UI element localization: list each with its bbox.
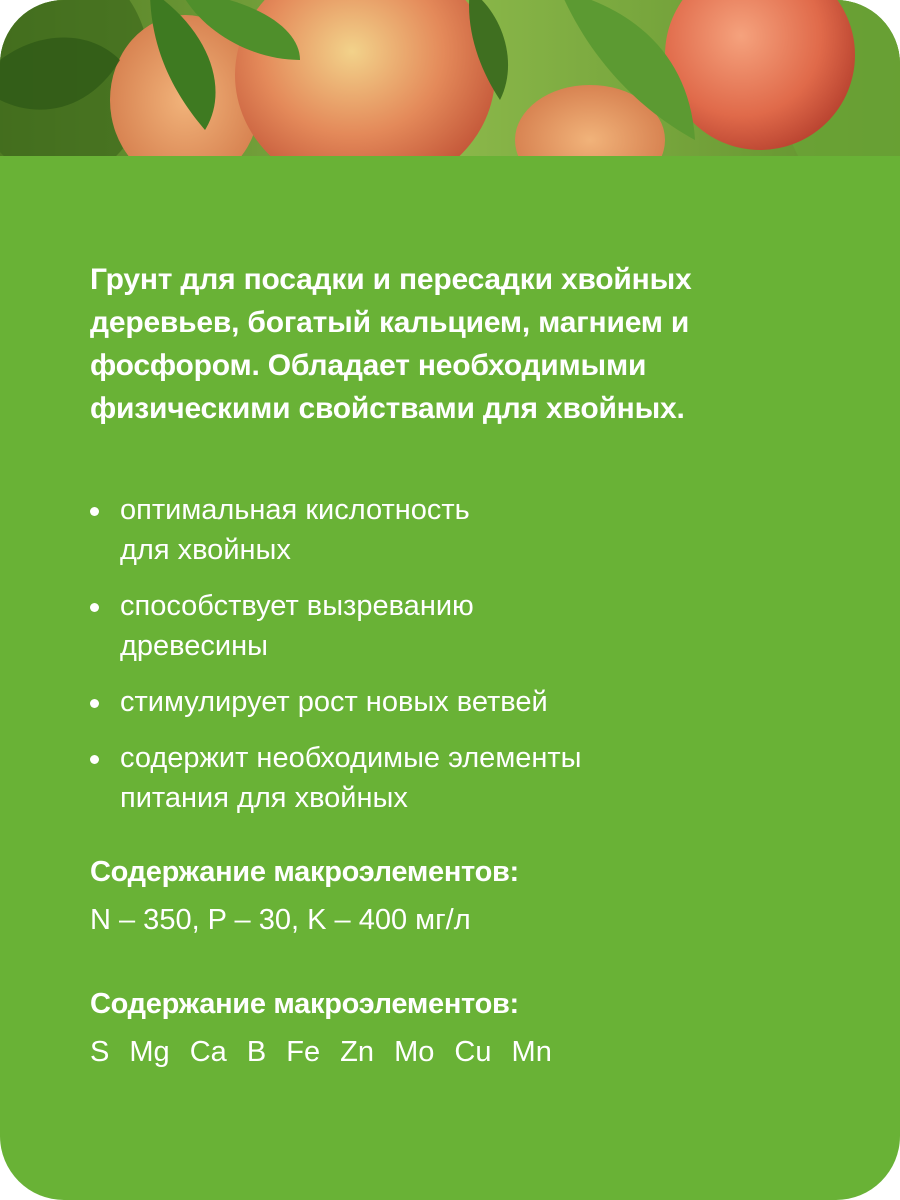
feature-item [90,682,810,722]
feature-item [90,586,810,666]
bullet-icon [90,755,99,764]
feature-text: содержит необходимые элементы питания для хвойных [120,742,582,814]
feature-item [90,490,810,570]
micro-section [90,984,810,1072]
bullet-icon [90,699,99,708]
macro-value: N – 350, P – 30, K – 400 мг/л [90,904,471,936]
bullet-icon [90,603,99,612]
micro-title: Содержание макроэлементов: [90,988,519,1020]
feature-text: стимулирует рост новых ветвей [120,686,548,718]
bullet-icon [90,507,99,516]
macro-section [90,852,810,940]
product-description: Грунт для посадки и пересадки хвойных деревьев, богатый кальцием, магнием и фосфором. Обладает необходимыми физическими свойствами для хвойных. [90,263,692,425]
micro-value: S Mg Ca B Fe Zn Mo Cu Mn [90,1036,552,1068]
feature-list [90,490,810,818]
hero-image [0,0,900,156]
content [90,258,810,1072]
feature-text: оптимальная кислотность для хвойных [120,494,470,566]
macro-title: Содержание макроэлементов: [90,856,519,888]
feature-text: способствует вызреванию древесины [120,590,474,662]
feature-item [90,738,810,818]
